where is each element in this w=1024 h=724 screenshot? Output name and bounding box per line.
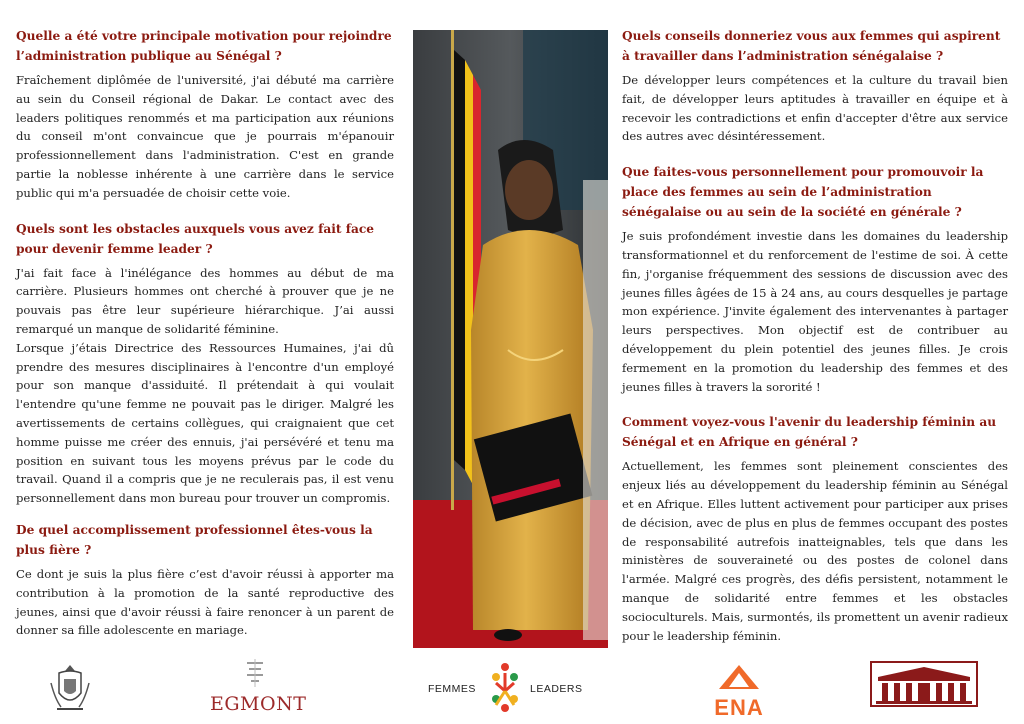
femmes-wordmark: FEMMES — [428, 683, 476, 695]
question-motivation: Quelle a été votre principale motivation pour rejoindre l’administration publique au Sénégal ? — [16, 29, 392, 63]
leaders-wordmark: LEADERS — [530, 683, 583, 695]
question-accomplishment: De quel accomplissement professionnel êtes-vous la plus fière ? — [16, 522, 373, 557]
answer-motivation: Fraîchement diplômée de l'université, j'ai débuté ma carrière au sein du Conseil régional de Dakar. Le contact avec des leaders politiques renommés et ma participation aux réunions du conseil m'ont convaincue que je pourrais m'épanouir professionnellement dans l'administration. C'est en grande partie la noblesse inhérente à une carrière dans le service public qui m'a persuadée de choisir cette voie. — [16, 73, 394, 200]
building-logo-icon — [870, 661, 978, 711]
femmes-leaders-emblem-icon — [488, 661, 522, 717]
answer-obstacles-p2: Lorsque j’étais Directrice des Ressources Humaines, j'ai dû prendre des mesures disciplinaires à l'encontre d'un employé pour son manque d'assiduité. Il prétendait à qui voulait l'entendre qu'une femme ne pouvait pas le diriger. Malgré les avertissements de certains collègues, qui craignaient que cet homme puisse me créer des ennuis, j'ai persévéré et tenu ma position en suivant tous les moyens prévus par le code du travail. Quand il a compris que je ne reculerais pas, il est venu personnellement dans mon bureau pour trouver un compromis. — [16, 340, 394, 506]
answer-advice: De développer leurs compétences et la culture du travail bien fait, de développer leurs aptitudes à travailler en équipe et à recevoir les contradictions et enfin d'accepter d'être aux service des autres avec désintéressement. — [622, 73, 1008, 144]
ena-wordmark: ENA — [714, 695, 764, 720]
question-obstacles: Quels sont les obstacles auxquels vous avez fait face pour devenir femme leader ? — [16, 221, 375, 256]
egmont-wordmark: EGMONT — [210, 693, 307, 715]
right-column — [622, 26, 1008, 645]
portrait-photo — [413, 30, 608, 648]
coat-of-arms-icon — [47, 663, 93, 717]
question-promotion: Que faites-vous personnellement pour promouvoir la place des femmes au sein de l’administration sénégalaise ou au sein de la société en générale ? — [622, 165, 984, 220]
egmont-logo — [210, 659, 307, 715]
question-future: Comment voyez-vous l'avenir du leadership féminin au Sénégal et en Afrique en général ? — [622, 415, 997, 450]
left-column — [16, 26, 394, 640]
answer-obstacles-p1: J'ai fait face à l'inélégance des hommes au début de ma carrière. Plusieurs hommes ont cherché à prouver que je ne pouvais pas être leur supérieure hiérarchique. J’ai aussi remarqué un manque de solidarité féminine. — [16, 265, 394, 336]
answer-future: Actuellement, les femmes sont pleinement conscientes des enjeux liés au développement du leadership féminin au Sénégal et en Afrique. Elles luttent activement pour participer aux prises de décision, avec de plus en plus de femmes occupant des postes de responsabilité autrefois inatteignables, tels que dans les ministères de souveraineté ou des postes de colonel dans l'armée. Malgré ces progrès, des défis persistent, notamment le manque de solidarité entre femmes et les obstacles socioculturels. Mais, surmontés, ils promettent un avenir radieux pour le leadership féminin. — [622, 459, 1008, 643]
partner-logos — [0, 655, 1024, 724]
ena-logo — [713, 663, 765, 721]
answer-promotion: Je suis profondément investie dans les domaines du leadership transformationnel et du renforcement de l'estime de soi. À cette fin, j'organise fréquemment des sessions de discussion avec des jeunes filles âgées de 15 à 24 ans, au cours desquelles je partage mon expérience. J'invite également des intervenantes à partager leurs perspectives. Mon objectif est de contribuer au développement du plein potentiel des jeunes filles. Je crois fermement en la promotion du leadership des femmes et des jeunes filles à travers la sororité ! — [622, 229, 1008, 394]
answer-accomplishment: Ce dont je suis la plus fière c’est d'avoir réussi à apporter ma contribution à la promotion de la santé reproductive des jeunes, ainsi que d'avoir réussi à faire renoncer à un parent de donner sa fille adolescente en mariage. — [16, 566, 394, 638]
ena-triangle-icon — [717, 663, 761, 691]
egmont-emblem-icon — [241, 659, 269, 689]
question-advice: Quels conseils donneriez vous aux femmes qui aspirent à travailler dans l’administration sénégalaise ? — [622, 29, 1001, 63]
